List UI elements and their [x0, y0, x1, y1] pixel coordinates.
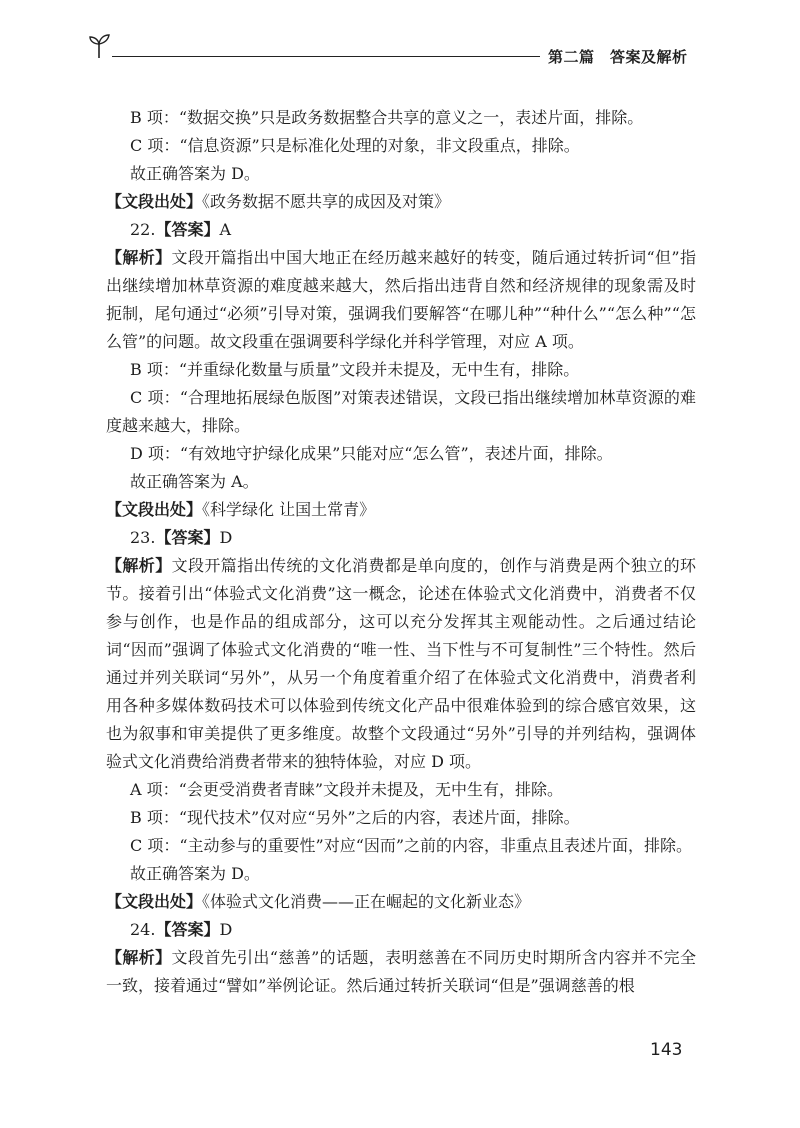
q23-analysis	[106, 552, 696, 776]
source-title: 《体验式文化消费——正在崛起的文化新业态》	[202, 892, 531, 911]
page-number: 143	[650, 1040, 683, 1060]
page-body	[106, 104, 696, 1000]
q22-answer	[106, 216, 696, 244]
analysis-text: 文段开篇指出传统的文化消费都是单向度的，创作与消费是两个独立的环节。接着引出“体验式文化消费”这一概念，论述在体验式文化消费中，消费者不仅参与创作，也是作品的组成部分，这可以充分发挥其主观能动性。之后通过结论词“因而”强调了体验式文化消费的“唯一性、当下性与不可复制性”三个特性。然后通过并列关联词“另外”，从另一个角度着重介绍了在体验式文化消费中，消费者利用各种多媒体数码技术可以体验到传统文化产品中很难体验到的综合感官效果，这也为叙事和审美提供了更多维度。故整个文段通过“另外”引导的并列结构，强调体验式文化消费给消费者带来的独特体验，对应 D 项。	[106, 556, 696, 771]
question-number: 22.	[130, 220, 156, 239]
q23-option-b: B 项：“现代技术”仅对应“另外”之后的内容，表述片面，排除。	[130, 808, 580, 827]
answer-value: D	[219, 528, 233, 547]
q21-option-b: B 项：“数据交换”只是政务数据整合共享的意义之一，表述片面，排除。	[130, 108, 644, 127]
q22-conclusion: 故正确答案为 A。	[130, 472, 259, 491]
q24-analysis	[106, 944, 696, 1000]
source-label: 【文段出处】	[106, 192, 203, 211]
analysis-text: 文段开篇指出中国大地正在经历越来越好的转变，随后通过转折词“但”指出继续增加林草资源的难度越来越大，然后指出违背自然和经济规律的现象需及时扼制，尾句通过“必须”引导对策，强调我们要解答“在哪儿种”“种什么”“怎么种”“怎么管”的问题。故文段重在强调要科学绿化并科学管理，对应 A 项。	[106, 248, 696, 351]
running-header	[0, 0, 800, 80]
source-title: 《政务数据不愿共享的成因及对策》	[202, 192, 451, 211]
q23-source	[106, 888, 696, 916]
source-label: 【文段出处】	[106, 892, 203, 911]
answer-value: A	[219, 220, 232, 239]
q24-answer	[106, 916, 696, 944]
source-label: 【文段出处】	[106, 500, 203, 519]
question-number: 23.	[130, 528, 156, 547]
analysis-label: 【解析】	[106, 248, 172, 267]
q22-option-b: B 项：“并重绿化数量与质量”文段并未提及，无中生有，排除。	[130, 360, 580, 379]
answer-label: 【答案】	[155, 528, 220, 547]
header-title: 第二篇 答案及解析	[548, 48, 688, 66]
answer-label: 【答案】	[155, 220, 220, 239]
question-number: 24.	[130, 920, 156, 939]
q22-analysis	[106, 244, 696, 356]
q23-answer	[106, 524, 696, 552]
q23-option-a: A 项：“会更受消费者青睐”文段并未提及，无中生有，排除。	[130, 780, 564, 799]
analysis-label: 【解析】	[106, 948, 172, 967]
sprout-icon	[84, 30, 114, 60]
q21-conclusion: 故正确答案为 D。	[130, 164, 260, 183]
header-rule	[112, 56, 540, 57]
q22-source	[106, 496, 696, 524]
q22-option-d: D 项：“有效地守护绿化成果”只能对应“怎么管”，表述片面，排除。	[130, 444, 613, 463]
q21-source	[106, 188, 696, 216]
answer-label: 【答案】	[155, 920, 220, 939]
source-title: 《科学绿化 让国土常青》	[202, 500, 376, 519]
q23-conclusion: 故正确答案为 D。	[130, 864, 260, 883]
q21-option-c: C 项：“信息资源”只是标准化处理的对象，非文段重点，排除。	[130, 136, 580, 155]
analysis-text: 文段首先引出“慈善”的话题，表明慈善在不同历史时期所含内容并不完全一致，接着通过“譬如”举例论证。然后通过转折关联词“但是”强调慈善的根	[106, 948, 696, 995]
q23-option-c: C 项：“主动参与的重要性”对应“因而”之前的内容，非重点且表述片面，排除。	[130, 836, 693, 855]
answer-value: D	[219, 920, 233, 939]
analysis-label: 【解析】	[106, 556, 172, 575]
q22-option-c: C 项：“合理地拓展绿色版图”对策表述错误，文段已指出继续增加林草资源的难度越来越大，排除。	[106, 388, 696, 435]
